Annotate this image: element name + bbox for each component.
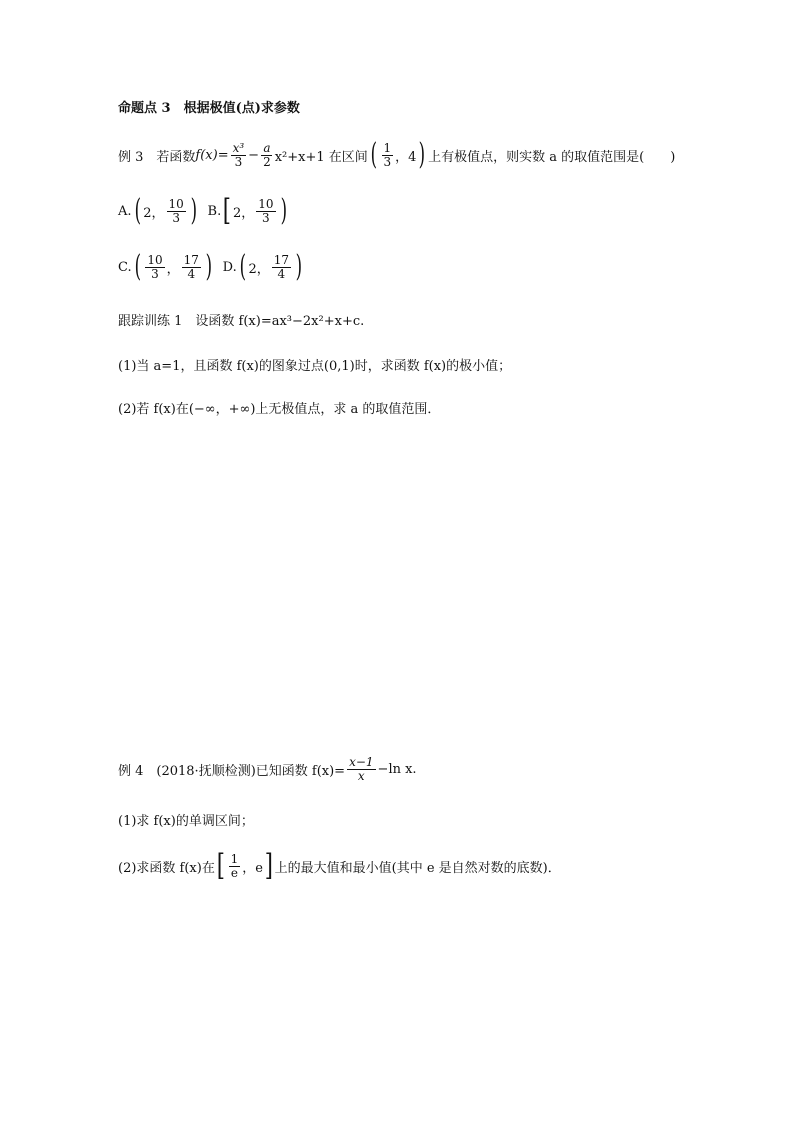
option-a-fraction: $\frac{10}{3}$ bbox=[168, 196, 184, 225]
example-4-question-2: (2)求函数 f(x)在 [ $\frac{1}{e}$ ，e ] 上的最大值和最小值(其中 e 是自然对数的底数)． bbox=[118, 848, 561, 883]
option-b-label: B. bbox=[207, 203, 222, 219]
practice-1-question-2: (2)若 f(x)在(−∞，+∞)上无极值点，求 a 的取值范围． bbox=[118, 402, 441, 417]
left-paren: ( bbox=[370, 137, 377, 172]
fraction-a-over-2: $\frac{a}{2}$ bbox=[263, 140, 271, 169]
option-c-fraction-2: $\frac{17}{4}$ bbox=[183, 252, 199, 281]
fraction-x-minus-1-over-x: $\frac{x-1}{x}$ bbox=[349, 755, 374, 783]
option-c-label: C. bbox=[118, 259, 132, 275]
option-d-label: D. bbox=[222, 259, 237, 275]
option-b-fraction: $\frac{10}{3}$ bbox=[258, 196, 274, 225]
practice-1-title: 跟踪训练 1 设函数 f(x)=ax³−2x²+x+c. bbox=[118, 314, 365, 329]
option-c-fraction-1: $\frac{10}{3}$ bbox=[147, 252, 163, 281]
practice-1-question-1: (1)当 a=1，且函数 f(x)的图象过点(0,1)时，求函数 f(x)的极小值； bbox=[118, 359, 512, 374]
option-a-label: A. bbox=[118, 203, 132, 219]
options-c-d: C. ( $\frac{10}{3}$ ， $\frac{17}{4}$ ) D. ( 2， $\frac{17}{4}$ ) bbox=[118, 249, 303, 284]
example-4-problem: 例 4 (2018·抚顺检测)已知函数 f(x)= $\frac{x-1}{x}$ −ln x. bbox=[118, 755, 417, 783]
example-3-problem: 例 3 若函数 f(x)= $\frac{\text{x³}}{3}$ − $\frac{a}{2}$ x²+x+1 在区间 ( $\frac{1}{3}$ ，4 ) 上有极值点，则实数 a 的取值范围是( ) bbox=[118, 137, 676, 172]
option-d-fraction: $\frac{17}{4}$ bbox=[273, 252, 290, 281]
section-title: 命题点 3 根据极值(点)求参数 bbox=[118, 101, 300, 116]
fraction-x3-over-3: $\frac{\text{x³}}{3}$ bbox=[232, 140, 245, 169]
fraction-1-over-3: $\frac{1}{3}$ bbox=[383, 140, 392, 169]
right-paren: ) bbox=[419, 137, 426, 172]
example-4-question-1: (1)求 f(x)的单调区间； bbox=[118, 814, 254, 829]
fraction-1-over-e: $\frac{1}{e}$ bbox=[230, 851, 239, 880]
options-a-b: A. ( 2， $\frac{10}{3}$ ) B. [ 2， $\frac{10}{3}$ ) bbox=[118, 193, 287, 228]
